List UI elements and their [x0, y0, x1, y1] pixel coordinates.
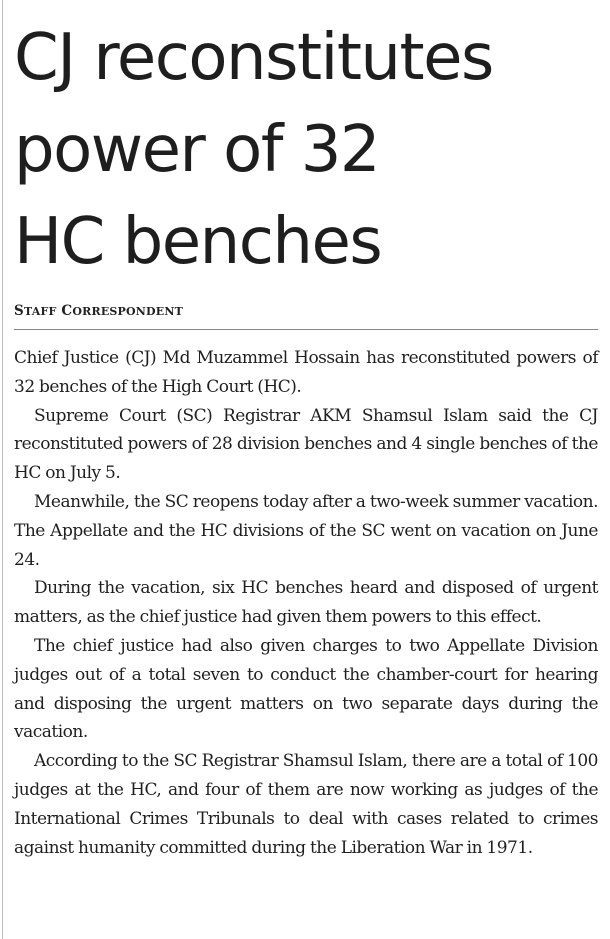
- paragraph: During the vacation, six HC benches heard and disposed of urgent matters, as the chief justice had given them powers to this effect.: [14, 578, 598, 628]
- article-body: [14, 344, 598, 862]
- paragraph: According to the SC Registrar Shamsul Islam, there are a total of 100 judges at the HC, and four of them are now working as judges of the International Crimes Tribunals to deal with cases related to crimes against humanity committed during the Liberation War in 1971.: [14, 751, 598, 858]
- headline-line: power of 32: [14, 113, 380, 187]
- paragraph: Chief Justice (CJ) Md Muzammel Hossain has reconstituted powers of 32 benches of the High Court (HC).: [14, 348, 598, 397]
- headline-line: CJ reconstitutes: [14, 21, 493, 95]
- column-rule: [2, 0, 3, 939]
- paragraph: Supreme Court (SC) Registrar AKM Shamsul Islam said the CJ reconstituted powers of 28 division benches and 4 single benches of the HC on July 5.: [14, 405, 598, 484]
- headline-line: HC benches: [14, 205, 382, 279]
- headline: [14, 12, 598, 288]
- news-article: [14, 12, 598, 862]
- paragraph: The chief justice had also given charges to two Appellate Division judges out of a total seven to conduct the chamber-court for hearing and disposing the urgent matters on two separate days during the vacation.: [14, 635, 598, 743]
- byline: STAFF CORRESPONDENT: [14, 302, 598, 330]
- paragraph: Meanwhile, the SC reopens today after a two-week summer vacation. The Appellate and the HC divisions of the SC went on vacation on June 24.: [14, 491, 598, 570]
